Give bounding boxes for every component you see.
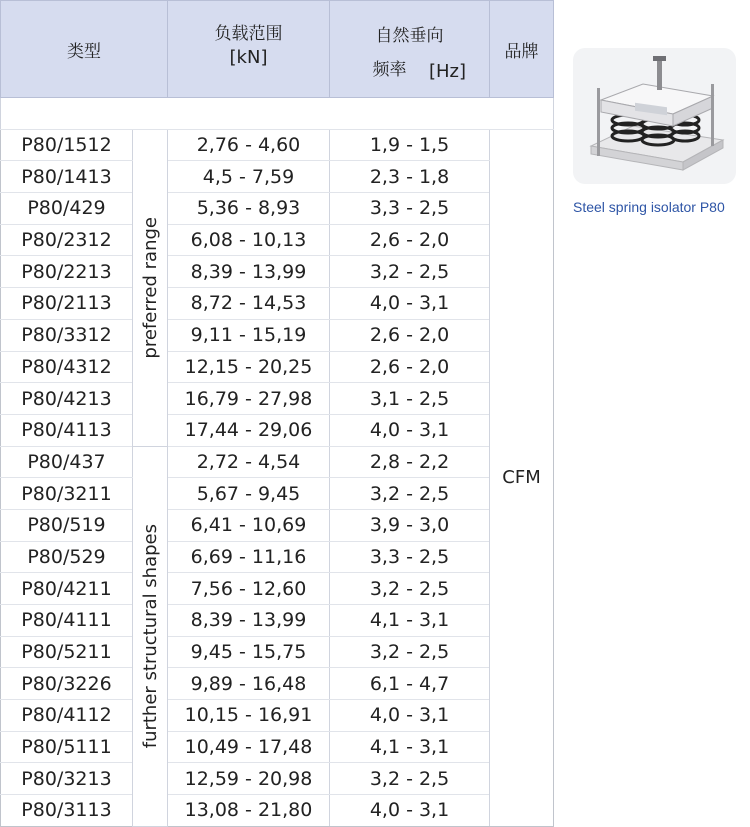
cell-freq: 2,6 - 2,0 [330,351,490,383]
cell-type: P80/2113 [1,288,133,320]
cell-type: P80/5211 [1,636,133,668]
cell-type: P80/437 [1,446,133,478]
cell-type: P80/3312 [1,319,133,351]
cell-load: 5,36 - 8,93 [168,193,330,225]
table-row [1,668,554,700]
cell-type: P80/1512 [1,129,133,161]
cell-type: P80/3226 [1,668,133,700]
cell-load: 8,39 - 13,99 [168,605,330,637]
table-row [1,446,554,478]
table-row [1,731,554,763]
cell-load: 8,39 - 13,99 [168,256,330,288]
cell-freq: 2,6 - 2,0 [330,319,490,351]
cell-load: 6,41 - 10,69 [168,509,330,541]
cell-load: 10,49 - 17,48 [168,731,330,763]
cell-load: 4,5 - 7,59 [168,161,330,193]
product-photo [573,48,736,184]
header-brand [490,1,554,98]
table-row [1,351,554,383]
table-row [1,478,554,510]
cell-load: 9,45 - 15,75 [168,636,330,668]
table-row [1,636,554,668]
cell-type: P80/4111 [1,605,133,637]
cell-freq: 3,9 - 3,0 [330,509,490,541]
header-type [1,1,168,98]
cell-type: P80/4112 [1,700,133,732]
cell-freq: 3,1 - 2,5 [330,383,490,415]
table-row [1,383,554,415]
cell-freq: 4,0 - 3,1 [330,700,490,732]
cell-freq: 3,3 - 2,5 [330,193,490,225]
header-freq-unit: [Hz] [428,61,467,82]
cell-type: P80/4213 [1,383,133,415]
header-load [168,1,330,98]
cell-load: 10,15 - 16,91 [168,700,330,732]
cell-freq: 4,1 - 3,1 [330,731,490,763]
cell-type: P80/529 [1,541,133,573]
cell-load: 7,56 - 12,60 [168,573,330,605]
group-cell [133,446,168,826]
table-body [1,98,554,827]
cell-freq: 3,2 - 2,5 [330,573,490,605]
cell-freq: 4,1 - 3,1 [330,605,490,637]
table-row [1,795,554,827]
cell-load: 17,44 - 29,06 [168,414,330,446]
cell-freq: 3,2 - 2,5 [330,256,490,288]
cell-type: P80/3113 [1,795,133,827]
product-card [573,48,736,184]
product-caption: Steel spring isolator P80 [573,199,725,215]
cell-load: 8,72 - 14,53 [168,288,330,320]
cell-load: 6,08 - 10,13 [168,224,330,256]
cell-type: P80/1413 [1,161,133,193]
cell-freq: 3,2 - 2,5 [330,636,490,668]
header-brand-label: 品牌 [504,41,539,62]
header-freq-sub: 频率 [372,60,407,80]
cell-type: P80/4312 [1,351,133,383]
table-row [1,573,554,605]
table-row [1,605,554,637]
group-cell [133,129,168,446]
cell-type: P80/3213 [1,763,133,795]
cell-type: P80/2312 [1,224,133,256]
table-row [1,256,554,288]
cell-type: P80/429 [1,193,133,225]
cell-freq: 2,3 - 1,8 [330,161,490,193]
header-row [1,1,554,98]
group-label: further structural shapes [139,524,161,749]
cell-load: 9,89 - 16,48 [168,668,330,700]
cell-freq: 2,8 - 2,2 [330,446,490,478]
cell-freq: 4,0 - 3,1 [330,414,490,446]
cell-freq: 4,0 - 3,1 [330,288,490,320]
table-row [1,509,554,541]
cell-load: 12,59 - 20,98 [168,763,330,795]
cell-load: 2,76 - 4,60 [168,129,330,161]
table-row [1,161,554,193]
cell-freq: 6,1 - 4,7 [330,668,490,700]
cell-freq: 3,2 - 2,5 [330,478,490,510]
spring-isolator-icon [573,48,736,184]
cell-load: 6,69 - 11,16 [168,541,330,573]
cell-type: P80/3211 [1,478,133,510]
cell-load: 16,79 - 27,98 [168,383,330,415]
cell-freq: 3,3 - 2,5 [330,541,490,573]
header-type-label: 类型 [67,41,101,62]
cell-type: P80/4113 [1,414,133,446]
header-freq [330,1,490,98]
table-row [1,700,554,732]
table-row [1,193,554,225]
cell-freq: 4,0 - 3,1 [330,795,490,827]
header-load-unit: [kN] [229,47,268,68]
table-row [1,763,554,795]
header-freq-title: 自然垂向 [375,26,444,46]
cell-load: 5,67 - 9,45 [168,478,330,510]
table-row [1,129,554,161]
header-load-title: 负载范围 [214,24,283,44]
table-row [1,224,554,256]
cell-load: 9,11 - 15,19 [168,319,330,351]
table-row [1,414,554,446]
cell-load: 12,15 - 20,25 [168,351,330,383]
cell-freq: 3,2 - 2,5 [330,763,490,795]
cell-type: P80/5111 [1,731,133,763]
group-label: preferred range [139,216,161,359]
cell-freq: 2,6 - 2,0 [330,224,490,256]
cell-load: 2,72 - 4,54 [168,446,330,478]
cell-type: P80/4211 [1,573,133,605]
cell-type: P80/2213 [1,256,133,288]
cell-brand: CFM [490,129,554,826]
table-row [1,288,554,320]
cell-freq: 1,9 - 1,5 [330,129,490,161]
table-row [1,319,554,351]
table-row [1,541,554,573]
cell-load: 13,08 - 21,80 [168,795,330,827]
cell-type: P80/519 [1,509,133,541]
